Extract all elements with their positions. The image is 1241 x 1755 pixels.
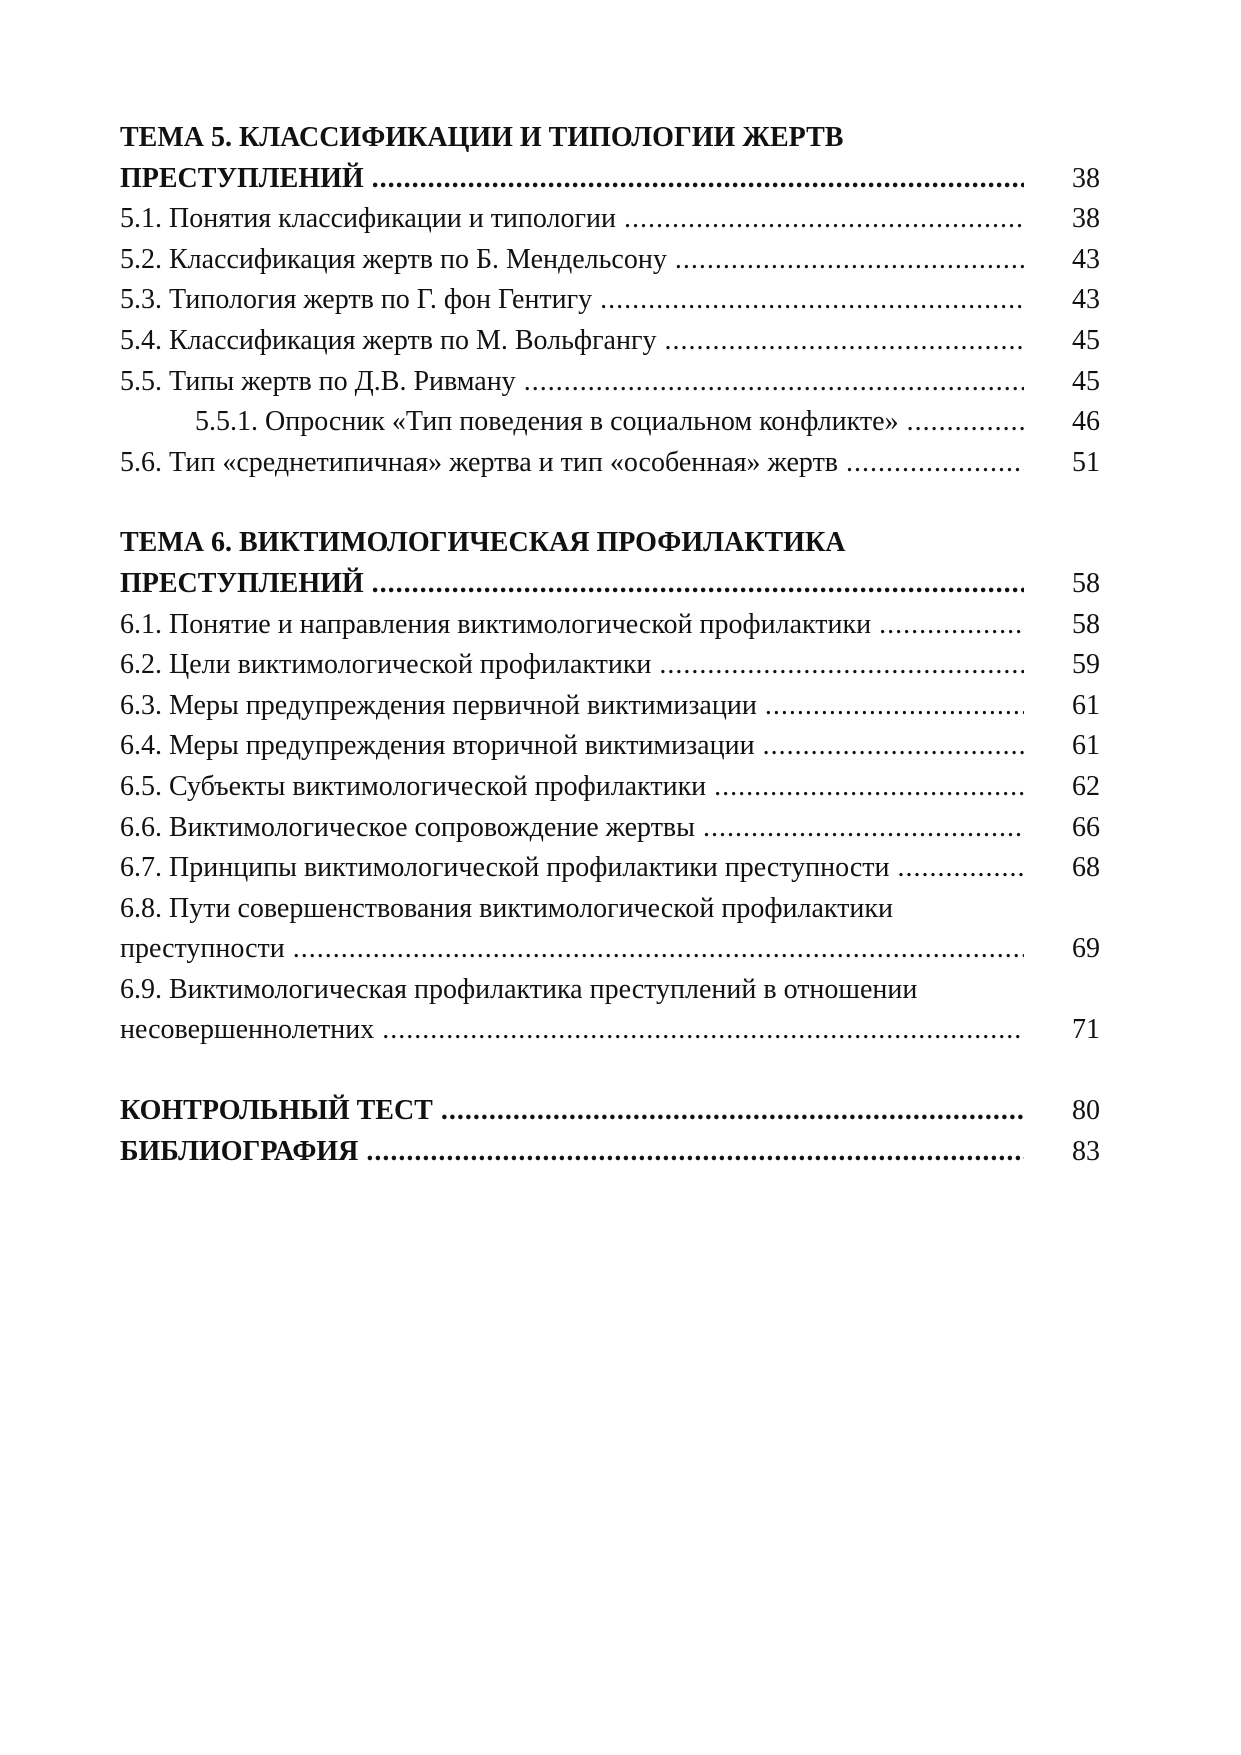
toc-entry-label: 6.5. Субъекты виктимологической профилактики ..... [120,767,1024,808]
toc-entry[interactable] [120,199,1100,240]
toc-entry-label: ПРЕСТУПЛЕНИЙ ..... [120,159,1024,200]
toc-page-number: 51 [1072,446,1100,478]
toc-topic6-entry[interactable] [120,564,1100,605]
toc-entry[interactable] [120,1010,1100,1051]
toc-entry[interactable] [120,686,1100,727]
toc-entry[interactable] [120,280,1100,321]
toc-page-number: 45 [1072,365,1100,397]
toc-entry[interactable] [120,645,1100,686]
toc-page-number: 43 [1072,243,1100,275]
toc-entry[interactable] [120,848,1100,889]
toc-page-number: 43 [1072,284,1100,316]
toc-entry[interactable] [120,929,1100,970]
toc-entry-label: 5.4. Классификация жертв по М. Вольфгангу ..... [120,321,1024,362]
toc-page-number: 61 [1072,689,1100,721]
toc-entry-label: 5.5. Типы жертв по Д.В. Ривману ..... [120,362,1024,403]
toc-entry-label: 6.9. Виктимологическая профилактика преступлений в отношении [120,973,918,1005]
toc-page-number: 45 [1072,324,1100,356]
toc-entry-label: 6.2. Цели виктимологической профилактики ..... [120,645,1024,686]
toc-entry-label: 5.5.1. Опросник «Тип поведения в социальном конфликте» ..... [195,402,1024,443]
toc-entry-line1 [120,889,1100,930]
toc-entry-label: 5.6. Тип «среднетипичная» жертва и тип «особенная» жертв ..... [120,443,1024,484]
toc-entry-label: несовершеннолетних ..... [120,1010,1024,1051]
toc-page-number: 38 [1072,203,1100,235]
toc-page-number: 71 [1072,1014,1100,1046]
toc-entry[interactable] [120,321,1100,362]
toc-page-number: 80 [1072,1095,1100,1127]
toc-topic5-title [120,118,1100,159]
toc-topic5-entry[interactable] [120,159,1100,200]
toc-entry-label: 5.3. Типология жертв по Г. фон Гентигу ..... [120,280,1024,321]
toc-heading-line: ТЕМА 6. ВИКТИМОЛОГИЧЕСКАЯ ПРОФИЛАКТИКА [120,527,846,559]
toc-entry-label: 6.8. Пути совершенствования виктимологической профилактики [120,892,893,924]
toc-page-number: 46 [1072,406,1100,438]
toc-heading-line: ТЕМА 5. КЛАССИФИКАЦИИ И ТИПОЛОГИИ ЖЕРТВ [120,122,844,153]
toc-entry[interactable] [120,605,1100,646]
toc-page-number: 66 [1072,811,1100,843]
table-of-contents [120,118,1100,1172]
toc-entry-label: ПРЕСТУПЛЕНИЙ ..... [120,564,1024,605]
toc-entry-label: 5.2. Классификация жертв по Б. Мендельсону ..... [120,240,1024,281]
toc-entry-label: 6.1. Понятие и направления виктимологической профилактики ..... [120,605,1024,646]
toc-subentry[interactable] [120,402,1100,443]
toc-page-number: 58 [1072,608,1100,640]
toc-entry-label: 5.1. Понятия классификации и типологии ..... [120,199,1024,240]
toc-entry[interactable] [120,443,1100,484]
toc-entry-line1 [120,970,1100,1011]
toc-page-number: 62 [1072,770,1100,802]
toc-page-number: 61 [1072,730,1100,762]
toc-entry[interactable] [120,362,1100,403]
toc-entry-label: КОНТРОЛЬНЫЙ ТЕСТ ..... [120,1091,1024,1132]
toc-entry[interactable] [120,240,1100,281]
toc-entry-label: БИБЛИОГРАФИЯ ..... [120,1132,1024,1173]
toc-page-number: 59 [1072,649,1100,681]
toc-page-number: 83 [1072,1135,1100,1167]
toc-page-number: 38 [1072,162,1100,194]
toc-entry-label: 6.4. Меры предупреждения вторичной виктимизации ..... [120,726,1024,767]
toc-test-entry[interactable] [120,1091,1100,1132]
toc-bibliography-entry[interactable] [120,1132,1100,1173]
toc-entry-label: преступности ..... [120,929,1024,970]
toc-entry-label: 6.3. Меры предупреждения первичной виктимизации ..... [120,686,1024,727]
toc-entry[interactable] [120,726,1100,767]
toc-entry-label: 6.7. Принципы виктимологической профилактики преступности ..... [120,848,1024,889]
toc-entry-label: 6.6. Виктимологическое сопровождение жертвы ..... [120,808,1024,849]
toc-page-number: 68 [1072,852,1100,884]
toc-topic6-title [120,523,1100,564]
toc-entry[interactable] [120,767,1100,808]
toc-page-number: 69 [1072,933,1100,965]
toc-entry[interactable] [120,808,1100,849]
toc-page-number: 58 [1072,567,1100,599]
